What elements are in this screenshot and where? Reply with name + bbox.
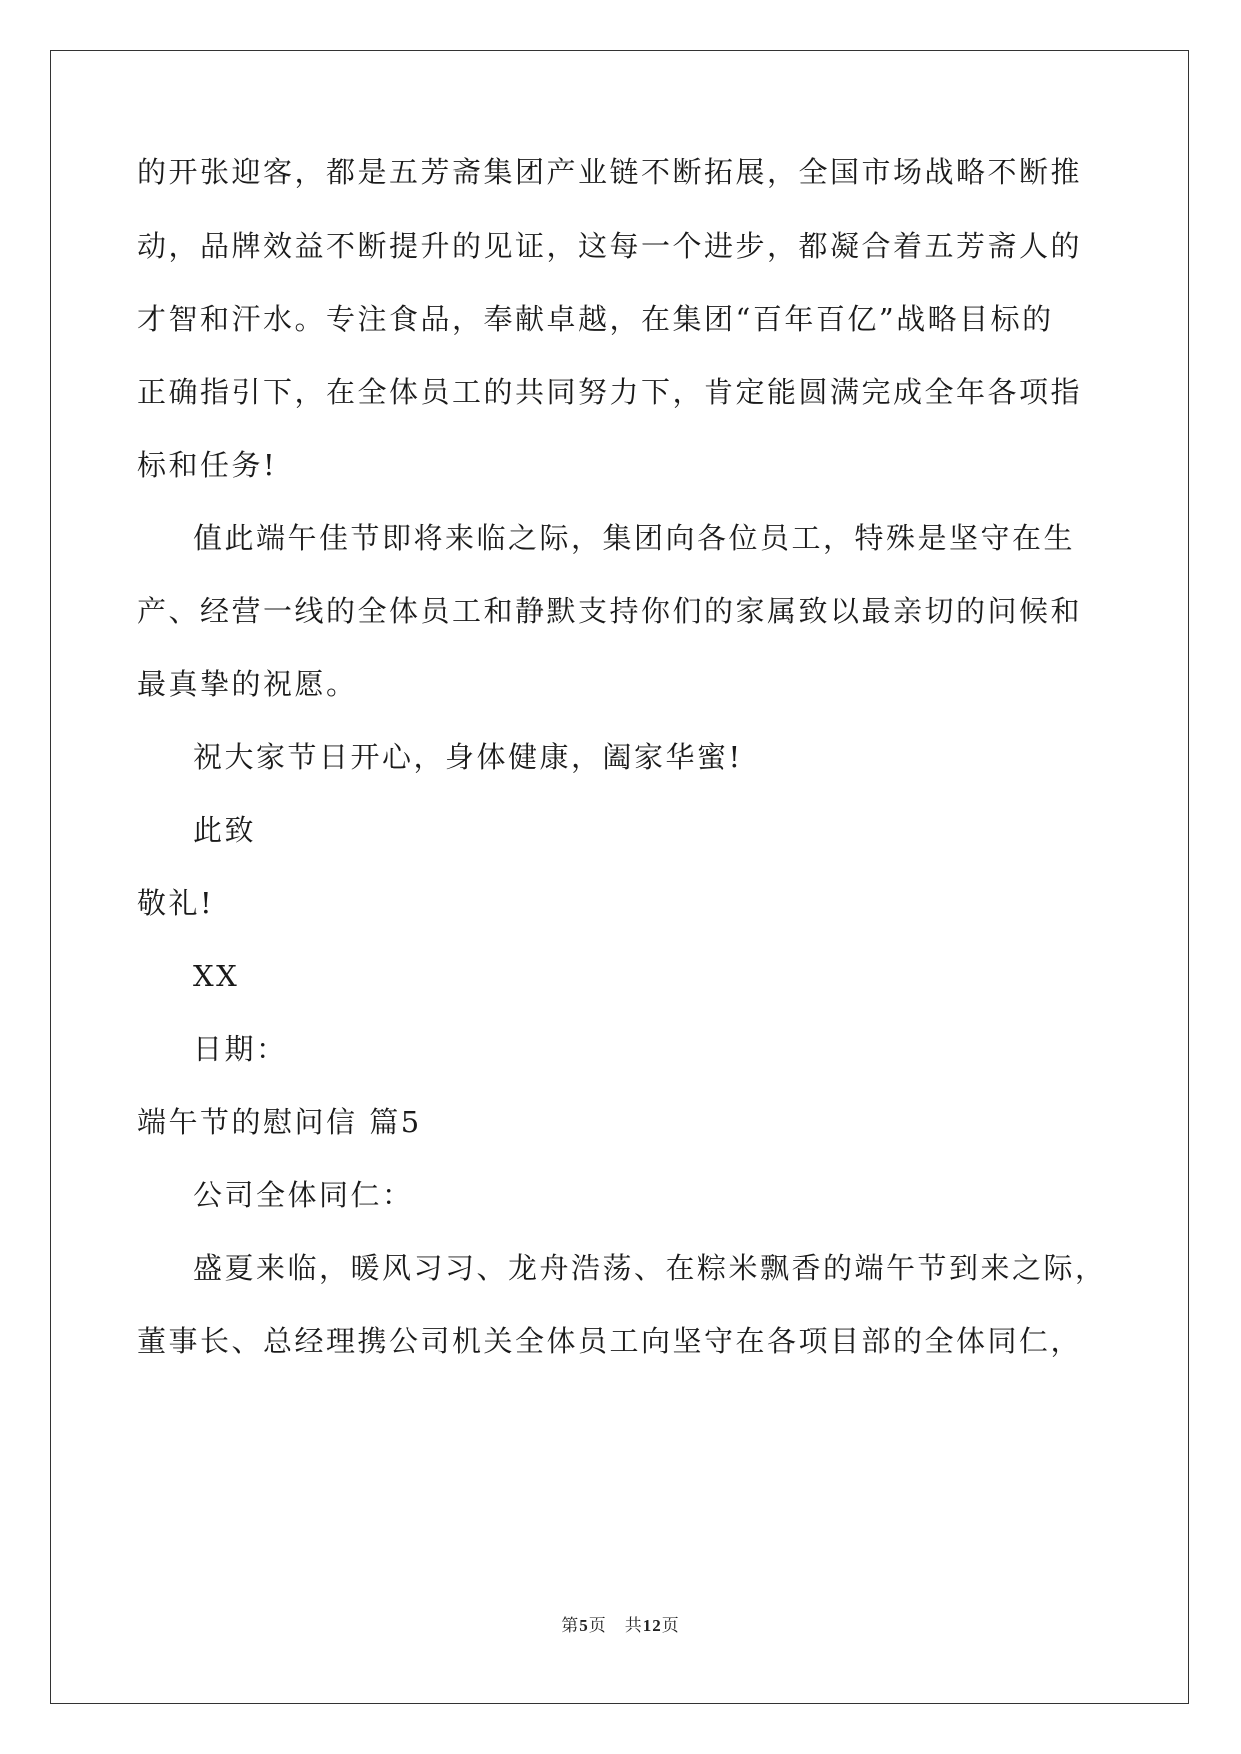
footer-suffix: 页: [661, 1616, 680, 1636]
text-line: 标和任务!: [137, 448, 278, 482]
text-line: 才智和汗水。专注食品，奉献卓越，在集团“百年百亿”战略目标的: [137, 302, 1054, 336]
page-number-footer: [0, 1614, 1241, 1638]
text-line: 产、经营一线的全体员工和静默支持你们的家属致以最亲切的问候和: [137, 594, 1083, 628]
paragraph-start-line: 值此端午佳节即将来临之际，集团向各位员工，特殊是坚守在生: [193, 521, 1076, 555]
current-page-number: 5: [579, 1616, 589, 1635]
text-line: 正确指引下，在全体员工的共同努力下，肯定能圆满完成全年各项指: [137, 375, 1083, 409]
footer-mid: 页 共: [588, 1616, 643, 1636]
addressee-line: 公司全体同仁：: [193, 1178, 414, 1212]
salutation-line: 敬礼!: [137, 886, 215, 920]
text-line: 的开张迎客，都是五芳斋集团产业链不断拓展，全国市场战略不断推: [137, 155, 1083, 189]
section-heading: 端午节的慰问信 篇5: [137, 1105, 422, 1139]
text-line: 董事长、总经理携公司机关全体员工向坚守在各项目部的全体同仁，: [137, 1324, 1083, 1358]
footer-prefix: 第: [561, 1616, 580, 1636]
greeting-line: 祝大家节日开心，身体健康，阖家华蜜!: [193, 740, 743, 774]
total-page-number: 12: [642, 1616, 662, 1635]
text-line: 最真挚的祝愿。: [137, 667, 358, 701]
closing-line: 此致: [193, 813, 257, 847]
text-line: 动，品牌效益不断提升的见证，这每一个进步，都凝合着五芳斋人的: [137, 229, 1083, 263]
signature-line: XX: [193, 959, 240, 993]
paragraph-start-line: 盛夏来临，暖风习习、龙舟浩荡、在粽米飘香的端午节到来之际，: [193, 1251, 1107, 1285]
date-line: 日期：: [193, 1032, 288, 1066]
